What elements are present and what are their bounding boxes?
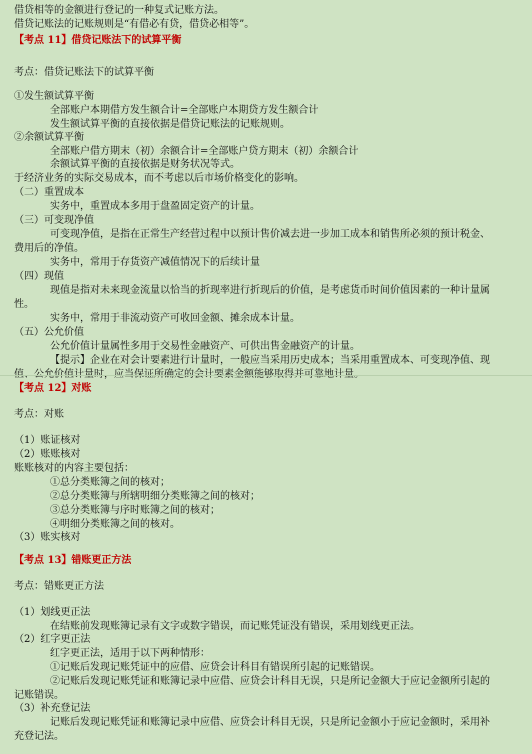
method-2-text: 红字更正法，适用于以下两种情形： (50, 648, 210, 659)
method-1-text: 在结账前发现账簿记录有文字或数字错误，而记账凭证没有错误，采用划线更正法。 (50, 621, 420, 632)
heading-fair-value: （五）公允价值 (14, 327, 84, 338)
net-realizable-value-text-1: 可变现净值，是指在正常生产经营过程中以预计售价减去进一步加工成本和销售所必须的预计税金、 (50, 229, 490, 240)
reconcile-item-3: （3）账实核对 (14, 532, 81, 543)
heading-net-realizable-value: （三）可变现净值 (14, 215, 94, 226)
fair-value-tip-1: 【提示】企业在对会计要素进行计量时，一般应当采用历史成本；当采用重置成本、可变现净值、现 (50, 355, 490, 366)
reconcile-item-2-c: ③总分类账簿与序时账簿之间的核对； (50, 505, 220, 516)
method-2-case-a: ①记账后发现记账凭证中的应借、应贷会计科目有错误所引起的记账错误。 (50, 662, 380, 673)
balance-item-1-formula: 全部账户本期借方发生额合计=全部账户本期贷方发生额合计 (50, 105, 319, 116)
historical-cost-tail: 于经济业务的实际交易成本，而不考虑以后市场价格变化的影响。 (14, 173, 304, 184)
reconcile-item-2-intro: 账账核对的内容主要包括： (14, 463, 134, 474)
section-11-heading: 【考点 11】借贷记账法下的试算平衡 (14, 35, 182, 46)
net-realizable-value-text-2: 费用后的净值。 (14, 243, 84, 254)
method-2-case-b-2: 记账错误。 (14, 690, 64, 701)
reconcile-item-2-d: ④明细分类账簿之间的核对。 (50, 519, 180, 530)
heading-replacement-cost: （二）重置成本 (14, 187, 84, 198)
balance-item-1-basis: 发生额试算平衡的直接依据是借贷记账法的记账规则。 (50, 119, 290, 130)
reconcile-item-2-b: ②总分类账簿与所辖明细分类账簿之间的核对； (50, 491, 260, 502)
net-realizable-value-text-3: 实务中，常用于存货资产减值情况下的后续计量 (50, 257, 260, 268)
section-12-topic: 考点：对账 (14, 409, 64, 420)
section-13-heading: 【考点 13】错账更正方法 (14, 555, 132, 566)
method-3-text-1: 记账后发现记账凭证和账簿记录中应借、应贷会计科目无误，只是所记金额小于应记金额时，采用补 (50, 717, 490, 728)
present-value-text-3: 实务中，常用于非流动资产可收回金额、摊余成本计量。 (50, 313, 300, 324)
method-2-case-b-1: ②记账后发现记账凭证和账簿记录中应借、应贷会计科目无误，只是所记金额大于应记金额所引起的 (50, 676, 490, 687)
balance-item-2-basis: 余额试算平衡的直接依据是财务状况等式。 (50, 159, 240, 170)
balance-item-1: ①发生额试算平衡 (14, 91, 94, 102)
divider (0, 375, 532, 376)
method-3: （3）补充登记法 (14, 703, 91, 714)
method-1: （1）划线更正法 (14, 607, 91, 618)
present-value-text-2: 性。 (14, 299, 34, 310)
reconcile-item-2: （2）账账核对 (14, 449, 81, 460)
reconcile-item-2-a: ①总分类账簿之间的核对； (50, 477, 170, 488)
balance-item-2: ②余额试算平衡 (14, 132, 84, 143)
replacement-cost-text: 实务中，重置成本多用于盘盈固定资产的计量。 (50, 201, 260, 212)
balance-item-2-formula: 全部账户借方期末（初）余额合计=全部账户贷方期末（初）余额合计 (50, 146, 359, 157)
intro-line-1: 借贷相等的金额进行登记的一种复式记账方法。 (14, 5, 224, 16)
section-13-topic: 考点：错账更正方法 (14, 581, 104, 592)
method-3-text-2: 充登记法。 (14, 731, 64, 742)
heading-present-value: （四）现值 (14, 271, 64, 282)
reconcile-item-1: （1）账证核对 (14, 435, 81, 446)
fair-value-text-1: 公允价值计量属性多用于交易性金融资产、可供出售金融资产的计量。 (50, 341, 360, 352)
section-12-heading: 【考点 12】对账 (14, 383, 92, 394)
present-value-text-1: 现值是指对未来现金流量以恰当的折现率进行折现后的价值，是考虑货币时间价值因素的一种计量属 (50, 285, 490, 296)
intro-line-2: 借贷记账法的记账规则是“有借必有贷，借贷必相等”。 (14, 19, 255, 30)
section-11-topic: 考点：借贷记账法下的试算平衡 (14, 67, 154, 78)
method-2: （2）红字更正法 (14, 634, 91, 645)
